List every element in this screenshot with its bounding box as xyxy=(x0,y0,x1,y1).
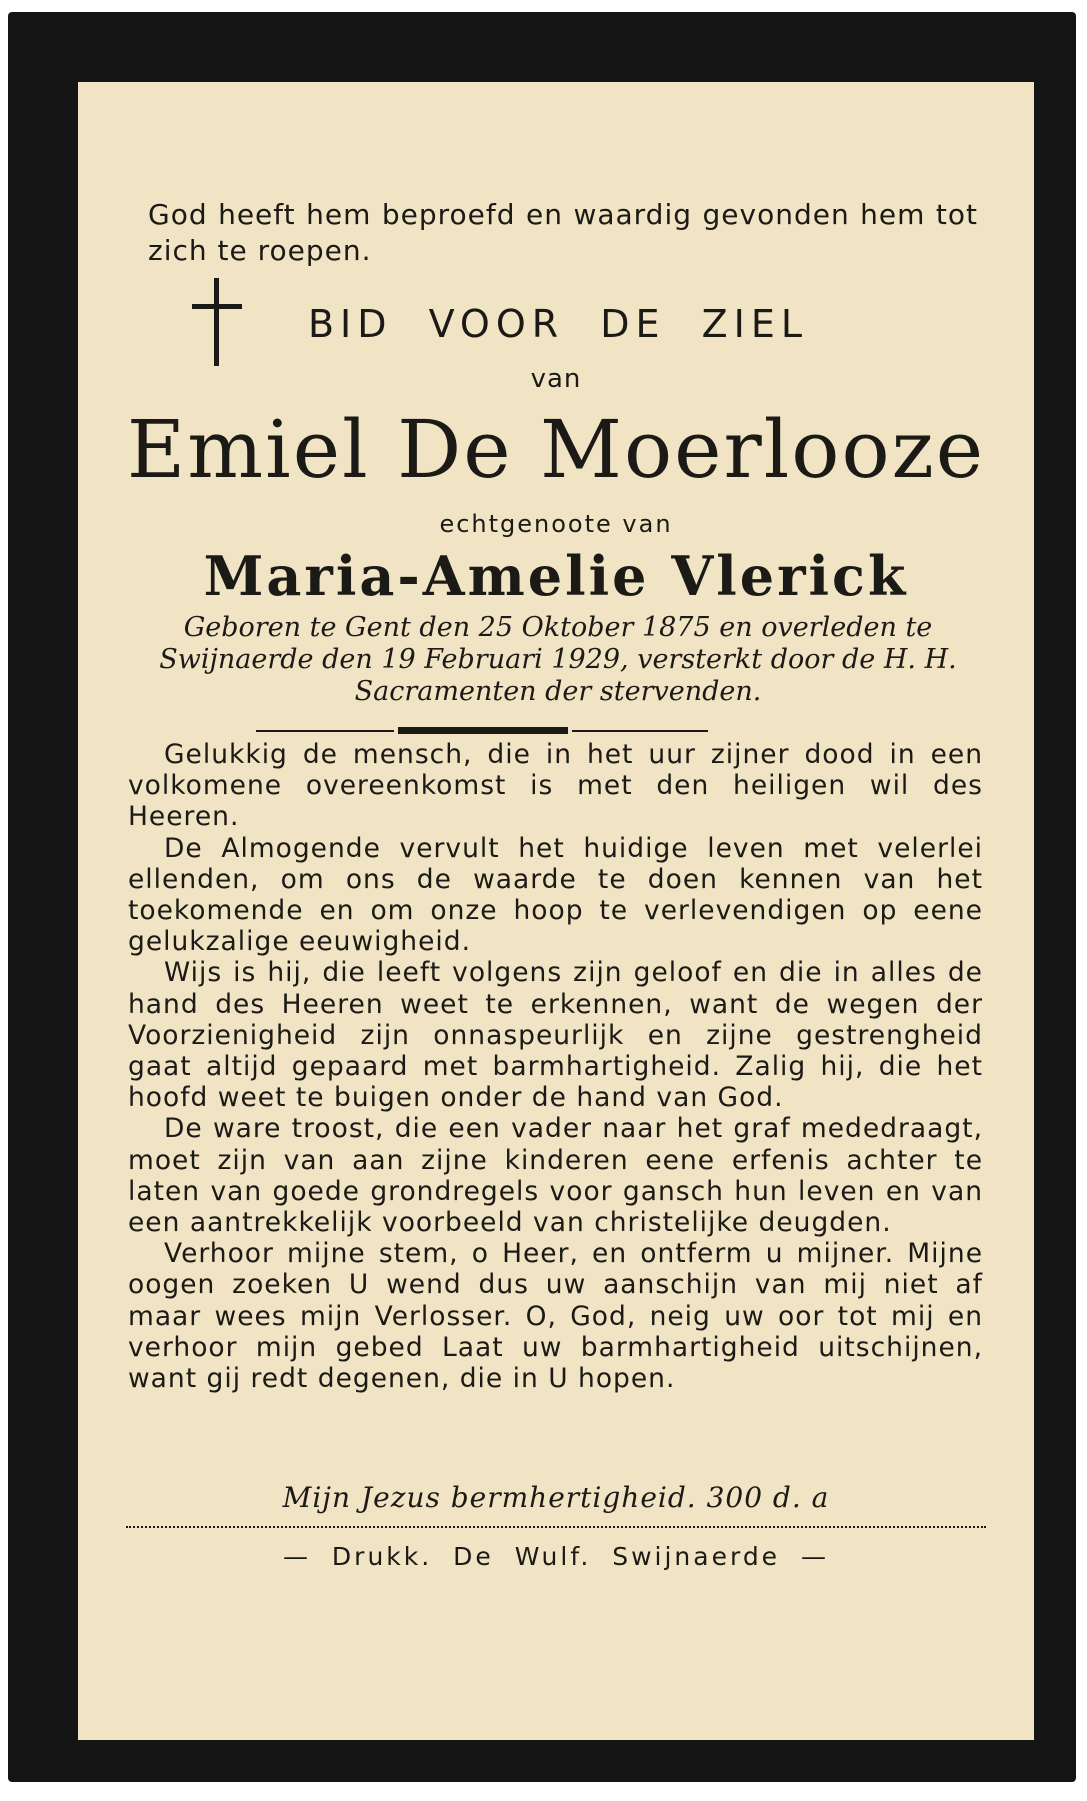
birth-death-text: Geboren te Gent den 25 Oktober 1875 en overleden te Swijnaerde den 19 Februari 1929, versterkt door de H. H. Sacramenten der stervenden. xyxy=(159,612,957,707)
ornamental-divider xyxy=(256,727,856,735)
paragraph: Wijs is hij, die leeft volgens zijn geloof en die in alles de hand des Heeren weet te erkennen, want de wegen der Voorzienigheid zijn onnaspeurlijk en zijne gestrengheid gaat altijd gepaard met barmhartigheid. Zalig hij, die het hoofd weet te buigen onder de hand van God. xyxy=(128,957,983,1114)
van-label: van xyxy=(530,364,582,394)
spouse-label: echtgenoote van xyxy=(439,510,673,538)
deceased-name: Emiel De Moerlooze xyxy=(126,403,986,496)
meditation-text xyxy=(128,739,983,1394)
cross-icon xyxy=(190,278,244,366)
paragraph: De ware troost, die een vader naar het graf mededraagt, moet zijn van aan zijne kinderen eene erfenis achter te laten van goede grondregels voor gansch hun leven en van een aantrekkelijk voorbeeld van christelijke deugden. xyxy=(128,1113,983,1239)
indulgence-prayer: Mijn Jezus bermhertigheid. 300 d. a xyxy=(282,1481,830,1514)
spouse-name: Maria-Amelie Vlerick xyxy=(203,544,909,608)
intro-text: God heeft hem beproefd en waardig gevonden hem tot zich te roepen. xyxy=(148,198,978,267)
paragraph: Gelukkig de mensch, die in het uur zijner dood in een volkomene overeenkomst is met den heiligen wil des Heeren. xyxy=(128,739,983,833)
dotted-rule xyxy=(126,1526,986,1528)
printer-credit: — Drukk. De Wulf. Swijnaerde — xyxy=(282,1542,830,1571)
memorial-card xyxy=(8,12,1076,1782)
prayer-heading: BID VOOR DE ZIEL xyxy=(307,302,808,346)
paragraph: De Almogende vervult het huidige leven met velerlei ellenden, om ons de waarde te doen kennen van het toekomende en om onze hoop te verlevendigen op eene gelukzalige eeuwigheid. xyxy=(128,832,983,958)
card-paper xyxy=(78,82,1034,1740)
paragraph: Verhoor mijne stem, o Heer, en ontferm u mijner. Mijne oogen zoeken U wend dus uw aanschijn van mij niet af maar wees mijn Verlosser. O, God, neig uw oor tot mij en verhoor mijn gebed Laat uw barmhartigheid uitschijnen, want gij redt degenen, die in U hopen. xyxy=(128,1238,983,1395)
